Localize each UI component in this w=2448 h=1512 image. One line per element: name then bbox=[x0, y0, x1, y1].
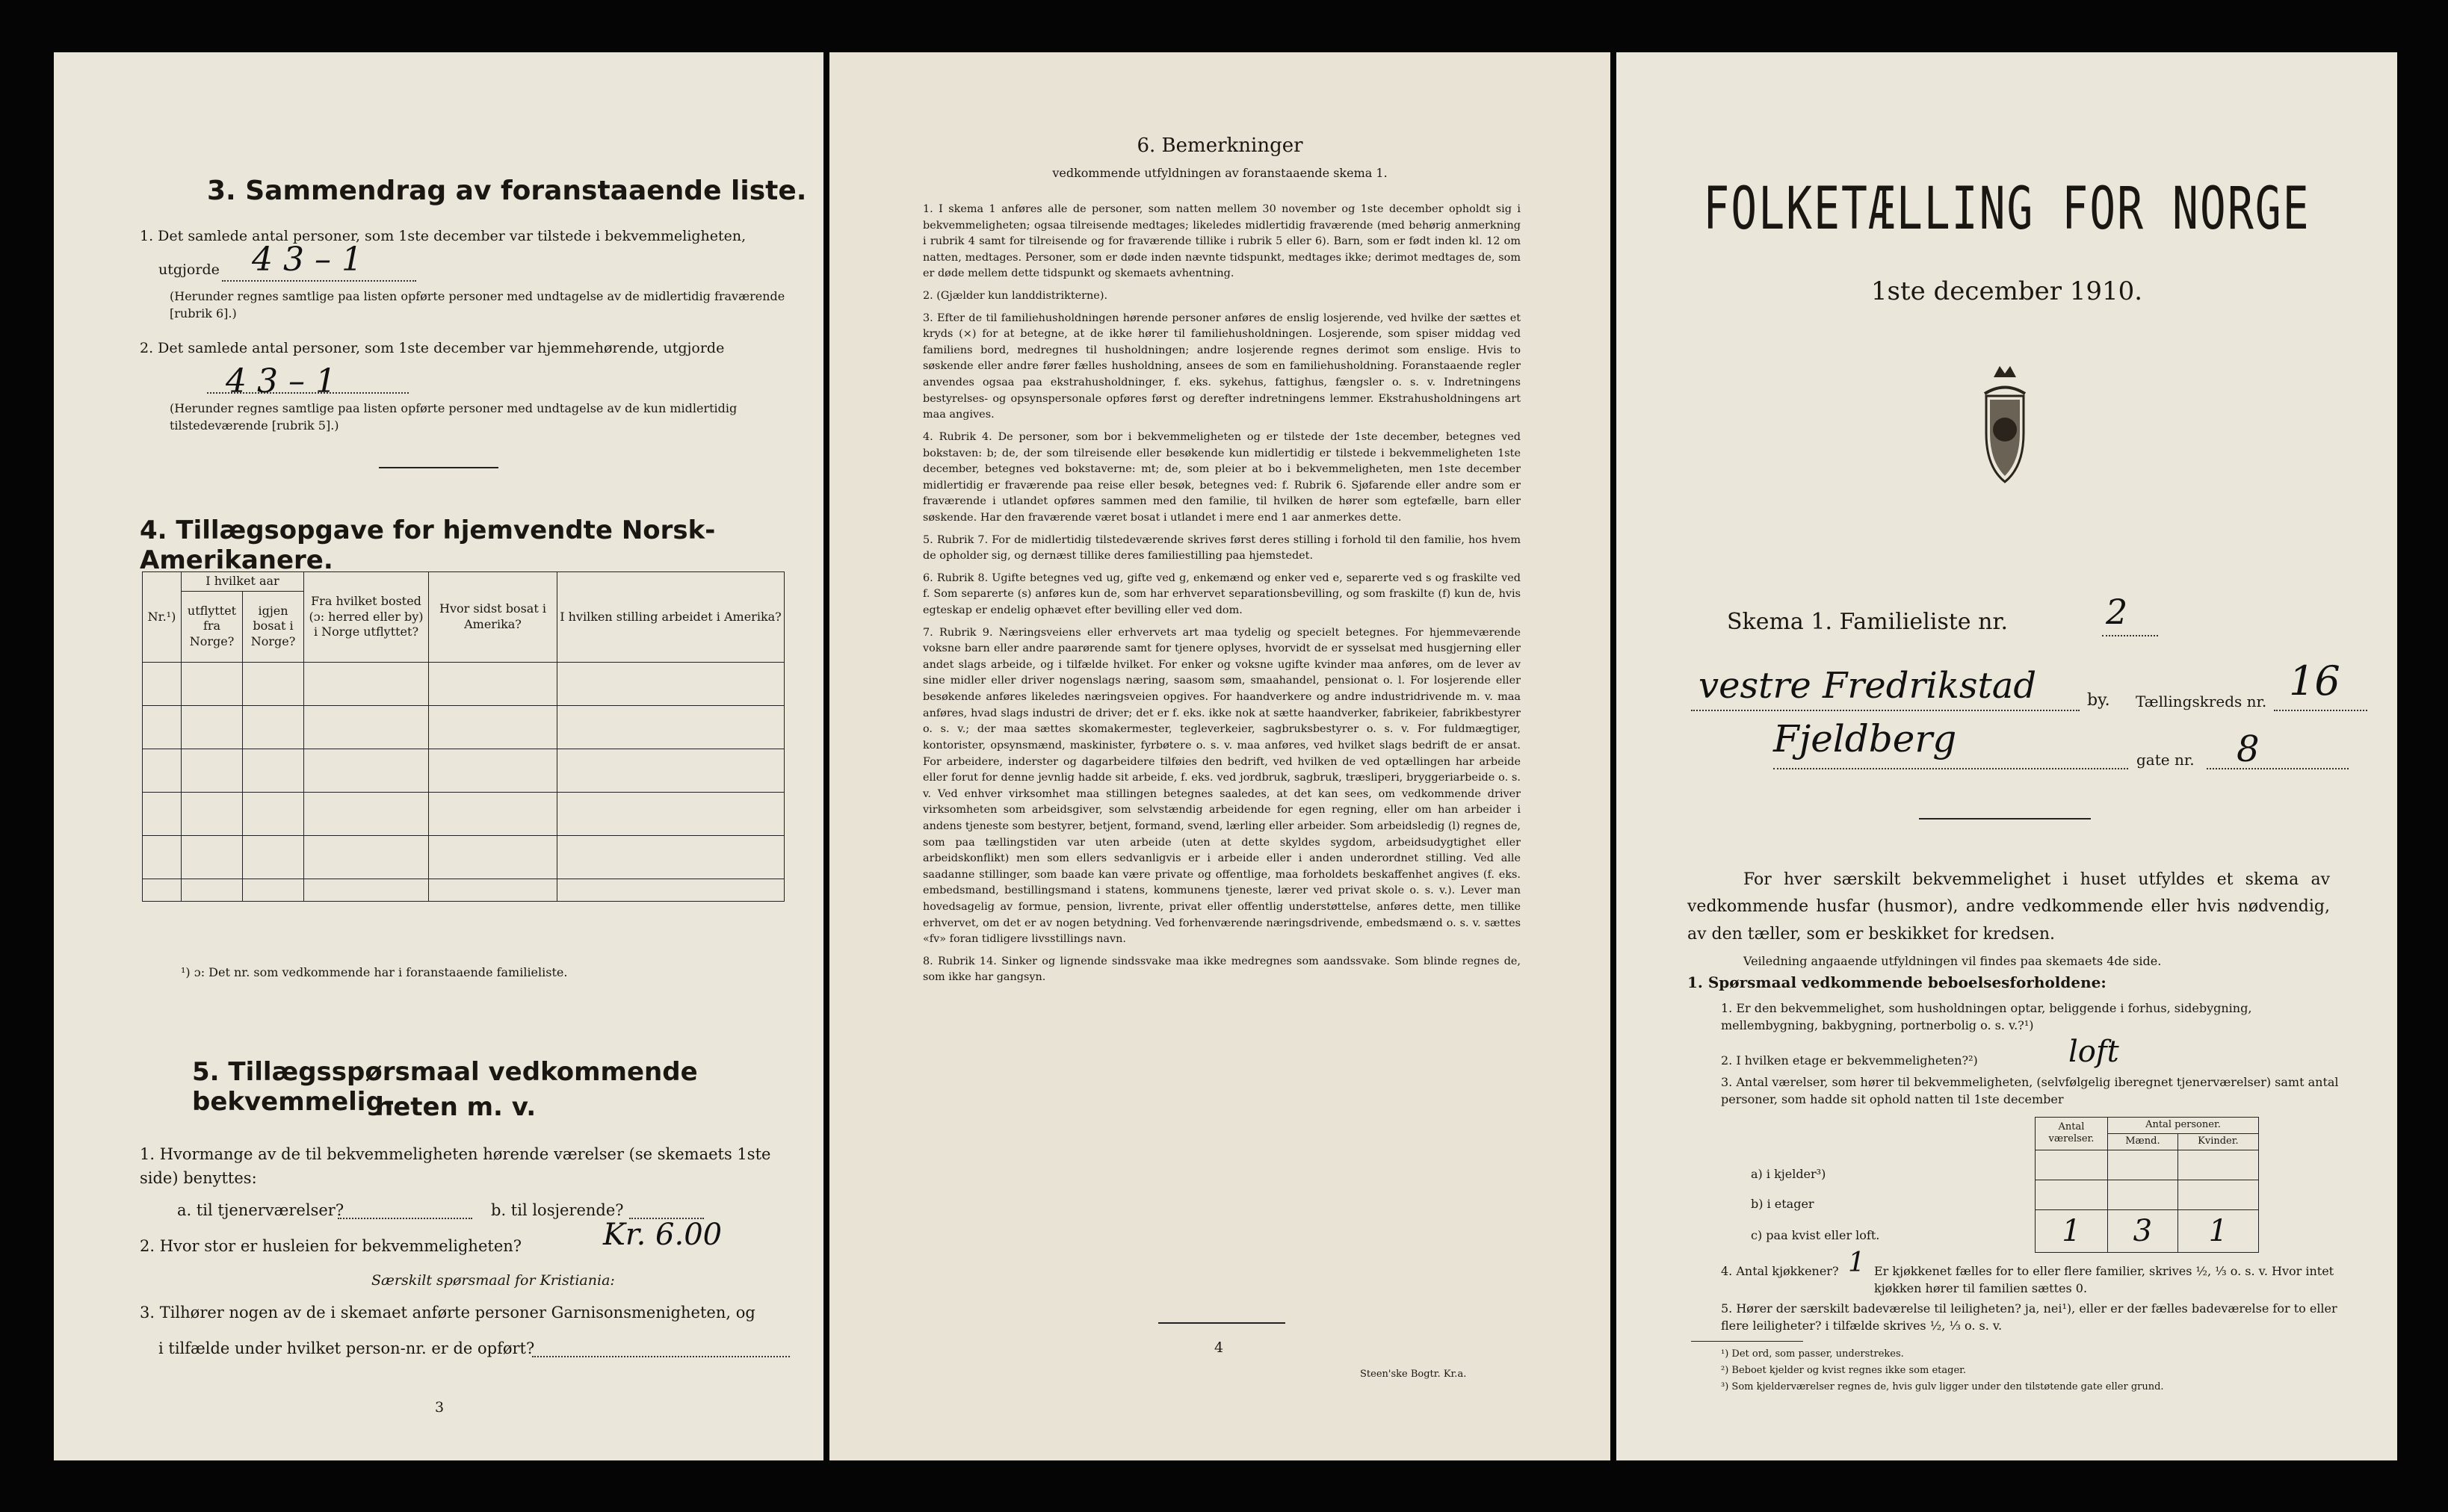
s3-item2-value[interactable]: 4 3 – 1 bbox=[226, 362, 336, 400]
table-row bbox=[143, 879, 785, 901]
krets-value[interactable]: 16 bbox=[2289, 657, 2340, 704]
col-utflyttet: utflyttet fra Norge? bbox=[182, 591, 243, 662]
section-4-heading: 4. Tillægsopgave for hjemvendte Norsk-Amerikanere. bbox=[140, 515, 716, 575]
s5-q3-line2: i tilfælde under hvilket person-nr. er de opført? bbox=[158, 1339, 535, 1357]
q5: 5. Hører der særskilt badeværelse til leiligheten? ja, nei¹), eller er der fælles badeværelse for to eller flere leiligheter? i tilfælde skrives ½, ⅓ o. s. v. bbox=[1721, 1301, 2337, 1333]
row-b: b) i etager bbox=[1751, 1197, 1814, 1211]
coat-of-arms-icon bbox=[1964, 362, 2046, 486]
s3-item1: 1. Det samlede antal personer, som 1ste december var tilstede i bekvemmeligheten, bbox=[140, 228, 747, 244]
s3-item2: 2. Det samlede antal personer, som 1ste december var hjemmehørende, utgjorde bbox=[140, 340, 725, 356]
by-value[interactable]: vestre Fredrikstad bbox=[1699, 665, 2037, 707]
page-number: 4 bbox=[1214, 1339, 1224, 1356]
q4-value[interactable]: 1 bbox=[1848, 1248, 1865, 1278]
norsk-amerikanere-table bbox=[142, 571, 785, 902]
printer-mark: Steen'ske Bogtr. Kr.a. bbox=[1360, 1369, 1467, 1380]
row-c: c) paa kvist eller loft. bbox=[1751, 1228, 1880, 1242]
paragraph-5: 5. Rubrik 7. For de midlertidig tilstedeværende skrives først deres stilling i forhold til den familie, hos hvem de opholder sig, og dernæst tillike deres familiestilling paa hjemstedet. bbox=[923, 533, 1521, 563]
q2: 2. I hvilken etage er bekvemmeligheten?²) bbox=[1721, 1053, 1978, 1068]
bemerkninger-heading: 6. Bemerkninger bbox=[1137, 134, 1303, 157]
s3-item2-note: (Herunder regnes samtlige paa listen opførte personer med undtagelse av de kun midlertidig tilstedeværende [rubrik 5].) bbox=[170, 401, 738, 433]
s5-q2-value[interactable]: Kr. 6.00 bbox=[603, 1218, 723, 1252]
section-5-heading-2: heten m. v. bbox=[375, 1092, 537, 1122]
section-3-heading: 3. Sammendrag av foranstaaende liste. bbox=[207, 176, 807, 206]
col-kvinder: Kvinder. bbox=[2177, 1133, 2258, 1150]
footnote-3: ³) Som kjelderværelser regnes de, hvis gulv ligger under den tilstøtende gate eller grund. bbox=[1721, 1381, 2164, 1392]
s5-q2: 2. Hvor stor er husleien for bekvemmeligheten? bbox=[140, 1237, 522, 1255]
q4: 4. Antal kjøkkener? bbox=[1721, 1264, 1839, 1278]
kristiania-heading: Særskilt spørsmaal for Kristiania: bbox=[371, 1272, 615, 1289]
table-row bbox=[143, 662, 785, 705]
gate-label: gate nr. bbox=[2136, 751, 2195, 769]
q3: 3. Antal værelser, som hører til bekvemmeligheten, (selvfølgelig iberegnet tjenerværelser) samt antal personer, som hadde sit ophold natten til 1ste december bbox=[1721, 1075, 2339, 1107]
table-row bbox=[143, 835, 785, 879]
footnote-1: ¹) Det ord, som passer, understrekes. bbox=[1721, 1348, 1904, 1360]
table-row bbox=[143, 792, 785, 835]
intro: For hver særskilt bekvemmelighet i huset utfyldes et skema av vedkommende husfar (husmor), andre vedkommende eller hvis nødvendig, av den tæller, som er beskikket for kredsen. bbox=[1687, 870, 2330, 944]
date: 1ste december 1910. bbox=[1870, 276, 2143, 306]
s5-q1b: b. til losjerende? bbox=[491, 1201, 624, 1219]
divider bbox=[379, 467, 498, 468]
col-nr: Nr.¹) bbox=[143, 572, 182, 663]
s5-q1: 1. Hvormange av de til bekvemmeligheten hørende værelser (se skemaets 1ste side) benyttes: bbox=[140, 1145, 771, 1187]
row-c-kvinder[interactable]: 1 bbox=[2177, 1209, 2258, 1252]
page-left bbox=[54, 52, 823, 1460]
q1: 1. Er den bekvemmelighet, som husholdningen optar, beliggende i forhus, sidebygning, mellembygning, bakbygning, portnerbolig o. s. v.?¹) bbox=[1721, 1001, 2252, 1033]
divider bbox=[1158, 1322, 1285, 1324]
q4-rest: Er kjøkkenet fælles for to eller flere familier, skrives ½, ⅓ o. s. v. Hvor intet kjøkken hører til familien sættes 0. bbox=[1874, 1264, 2334, 1296]
col-hvor: Hvor sidst bosat i Amerika? bbox=[429, 572, 557, 663]
col-stilling: I hvilken stilling arbeidet i Amerika? bbox=[557, 572, 785, 663]
page-number: 3 bbox=[435, 1399, 445, 1416]
gate-value[interactable]: Fjeldberg bbox=[1773, 717, 1957, 760]
s3-item1-note: (Herunder regnes samtlige paa listen opførte personer med undtagelse av de midlertidig fraværende [rubrik 6].) bbox=[170, 289, 785, 321]
q-heading: 1. Spørsmaal vedkommende beboelsesforholdene: bbox=[1687, 973, 2107, 991]
krets-label: Tællingskreds nr. bbox=[2136, 693, 2267, 710]
title: FOLKETÆLLING FOR NORGE bbox=[1703, 174, 2311, 243]
section-5-heading-1: 5. Tillægsspørsmaal vedkommende bekvemmelig- bbox=[192, 1057, 698, 1117]
table-row bbox=[143, 749, 785, 792]
paragraph-3: 3. Efter de til familiehusholdningen hørende personer anføres de enslig losjerende, ved hvilke der sættes et kryds (×) for at betegne, at de ikke hører til familiehusholdningen. Losjerende, som spiser middag ved familiens bord, medregnes til husholdningen; andre losjerende regnes derimot som enslige. Hvis to søskende eller andre fører fælles husholdning, ansees de som en familiehusholdning. Foranstaaende regler anvendes ogsaa paa ekstrahusholdninger, f. eks. sykehus, fattighus, fængsler o. s. v. Indretningens bestyrelses- og opsynspersonale opføres først og derefter indretningens lemmer. Ekstrahusholdningens art maa angives. bbox=[923, 312, 1521, 421]
col-group: I hvilket aar bbox=[182, 572, 304, 592]
col-rooms: Antal værelser. bbox=[2036, 1118, 2108, 1150]
bemerkninger-body bbox=[923, 202, 1521, 992]
col-igjen: igjen bosat i Norge? bbox=[243, 591, 304, 662]
page-middle bbox=[829, 52, 1610, 1460]
col-maend: Mænd. bbox=[2108, 1133, 2178, 1150]
paragraph-8: 8. Rubrik 14. Sinker og lignende sindssvake maa ikke medregnes som aandssvake. Som blinde regnes de, som ikke har gangsyn. bbox=[923, 955, 1521, 984]
s5-q1a: a. til tjenerværelser? bbox=[177, 1201, 344, 1219]
s4-footnote: ¹) ɔ: Det nr. som vedkommende har i foranstaaende familieliste. bbox=[181, 965, 568, 979]
page-right bbox=[1616, 52, 2397, 1460]
row-c-maend[interactable]: 3 bbox=[2108, 1209, 2178, 1252]
skema-label: Skema 1. Familieliste nr. bbox=[1727, 609, 2008, 635]
intro-note: Veiledning angaaende utfyldningen vil findes paa skemaets 4de side. bbox=[1743, 954, 2162, 968]
gate-nr-value[interactable]: 8 bbox=[2237, 728, 2260, 770]
divider bbox=[1919, 818, 2091, 819]
paragraph-7: 7. Rubrik 9. Næringsveiens eller erhvervets art maa tydelig og specielt betegnes. For hjemmeværende voksne barn eller andre paarørende samt for tjenere oplyses, hvorvidt de er sysselsat med husgjerning eller andet slags arbeide, og i tilfælde hvilket. For enker og voksne ugifte kvinder maa anføres, om de lever av sine midler eller driver nogenslags næring, saasom søm, smaahandel, pensionat o. l. For losjerende eller besøkende anføres likeledes næringsveien opgives. For haandverkere og andre industridrivende m. v. maa anføres, hvad slags industri de driver; det er f. eks. ikke nok at sætte haandverker, fabrikeier, fabrikbestyrer o. s. v.; der maa sættes skomakermester, tegleverkeier, sagbruksbestyrer o. s. v. For fuldmægtiger, kontorister, opsynsmænd, maskinister, fyrbøtere o. s. v. maa anføres, ved hvilket slags bedrift de er ansat. For arbeidere, inderster og dagarbeidere tilføies den bedrift, ved hvilken de ved optællingen har arbeide eller forut for denne jevnlig hadde sit arbeide, f. eks. ved jordbruk, sagbruk, træsliperi, bryggeriarbeide o. s. v. Ved enhver virksomhet maa stillingen betegnes saaledes, at det kan sees, om vedkommende driver virksomheten som arbeidsgiver, som selvstændig arbeidende for egen regning, eller om han arbeider i andens tjeneste som bestyrer, betjent, formand, svend, lærling eller arbeider. Som arbeidsledig (l) regnes de, som paa tællingstiden var uten arbeide (uten at dette skyldes sygdom, arbeidsudygtighet eller arbeidskonflikt) men som ellers sedvanligvis er i arbeide eller i anden underordnet stilling. Ved alle saadanne stillinger, som baade kan være private og offentlige, maa forholdets beskaffenhet angives (f. eks. embedsmand, bestillingsmand i statens, kommunens tjeneste, lærer ved privat skole o. s. v.). Lever man hovedsagelig av formue, pension, livrente, privat eller offentlig understøttelse, anføres dette, men tillike erhvervet, om det er av nogen betydning. Ved forhenværende næringsdrivende, embedsmænd o. s. v. sættes «fv» foran tidligere livsstillings navn. bbox=[923, 626, 1521, 946]
s5-q3-line1: 3. Tilhører nogen av de i skemaet anførte personer Garnisonsmenigheten, og bbox=[140, 1304, 755, 1322]
footnote-2: ²) Beboet kjelder og kvist regnes ikke som etager. bbox=[1721, 1365, 1967, 1376]
paragraph-6: 6. Rubrik 8. Ugifte betegnes ved ug, gifte ved g, enkemænd og enker ved e, separerte ved s og fraskilte ved f. Som separerte (s) anføres kun de, som har erhvervet separationsbevilling, og som fraskilte (f) kun de, hvis egteskap er endelig ophævet efter bevilling eller ved dom. bbox=[923, 571, 1521, 617]
row-c-rooms[interactable]: 1 bbox=[2036, 1209, 2108, 1252]
col-persons: Antal personer. bbox=[2108, 1118, 2259, 1134]
s3-item1-value[interactable]: 4 3 – 1 bbox=[252, 241, 362, 279]
row-a: a) i kjelder³) bbox=[1751, 1167, 1826, 1181]
q2-value[interactable]: loft bbox=[2068, 1035, 2119, 1069]
by-label: by. bbox=[2087, 691, 2110, 710]
paragraph-1: 1. I skema 1 anføres alle de personer, som natten mellem 30 november og 1ste december opholdt sig i bekvemmeligheten; ogsaa tilreisende medtages; likeledes midlertidig fraværende (med behørig anmerkning i rubrik 4 samt for tilreisende og for fraværende tillike i rubrik 5 eller 6). Barn, som er født inden kl. 12 om natten, medtages. Personer, som er døde inden nævnte tidspunkt, medtages ikke; derimot medtages de, som er døde mellem dette tidspunkt og skemaets avhentning. bbox=[923, 203, 1521, 280]
skema-value[interactable]: 2 bbox=[2106, 592, 2128, 632]
rooms-table bbox=[2035, 1117, 2259, 1253]
paragraph-2: 2. (Gjælder kun landdistrikterne). bbox=[923, 290, 1108, 303]
col-fra: Fra hvilket bosted (ɔ: herred eller by) i Norge utflyttet? bbox=[304, 572, 429, 663]
s3-item1-prefix: utgjorde bbox=[158, 261, 220, 278]
bemerkninger-subheading: vedkommende utfyldningen av foranstaaende skema 1. bbox=[1052, 166, 1388, 180]
table-row bbox=[143, 705, 785, 749]
paragraph-4: 4. Rubrik 4. De personer, som bor i bekvemmeligheten og er tilstede der 1ste december, betegnes ved bokstaven: b; de, der som tilreisende eller besøkende kun midlertidig er tilstede i bekvemmeligheten 1ste december, betegnes ved bokstaverne: mt; de, som pleier at bo i bekvemmeligheten, men 1ste december midlertidig er fraværende paa reise eller besøk, betegnes ved: f. Rubrik 6. Sjøfarende eller andre som er fraværende i utlandet opføres sammen med den familie, til hvilken de hører som egtefælle, barn eller søskende. Har den fraværende været bosat i utlandet i mere end 1 aar anmerkes dette. bbox=[923, 430, 1521, 524]
